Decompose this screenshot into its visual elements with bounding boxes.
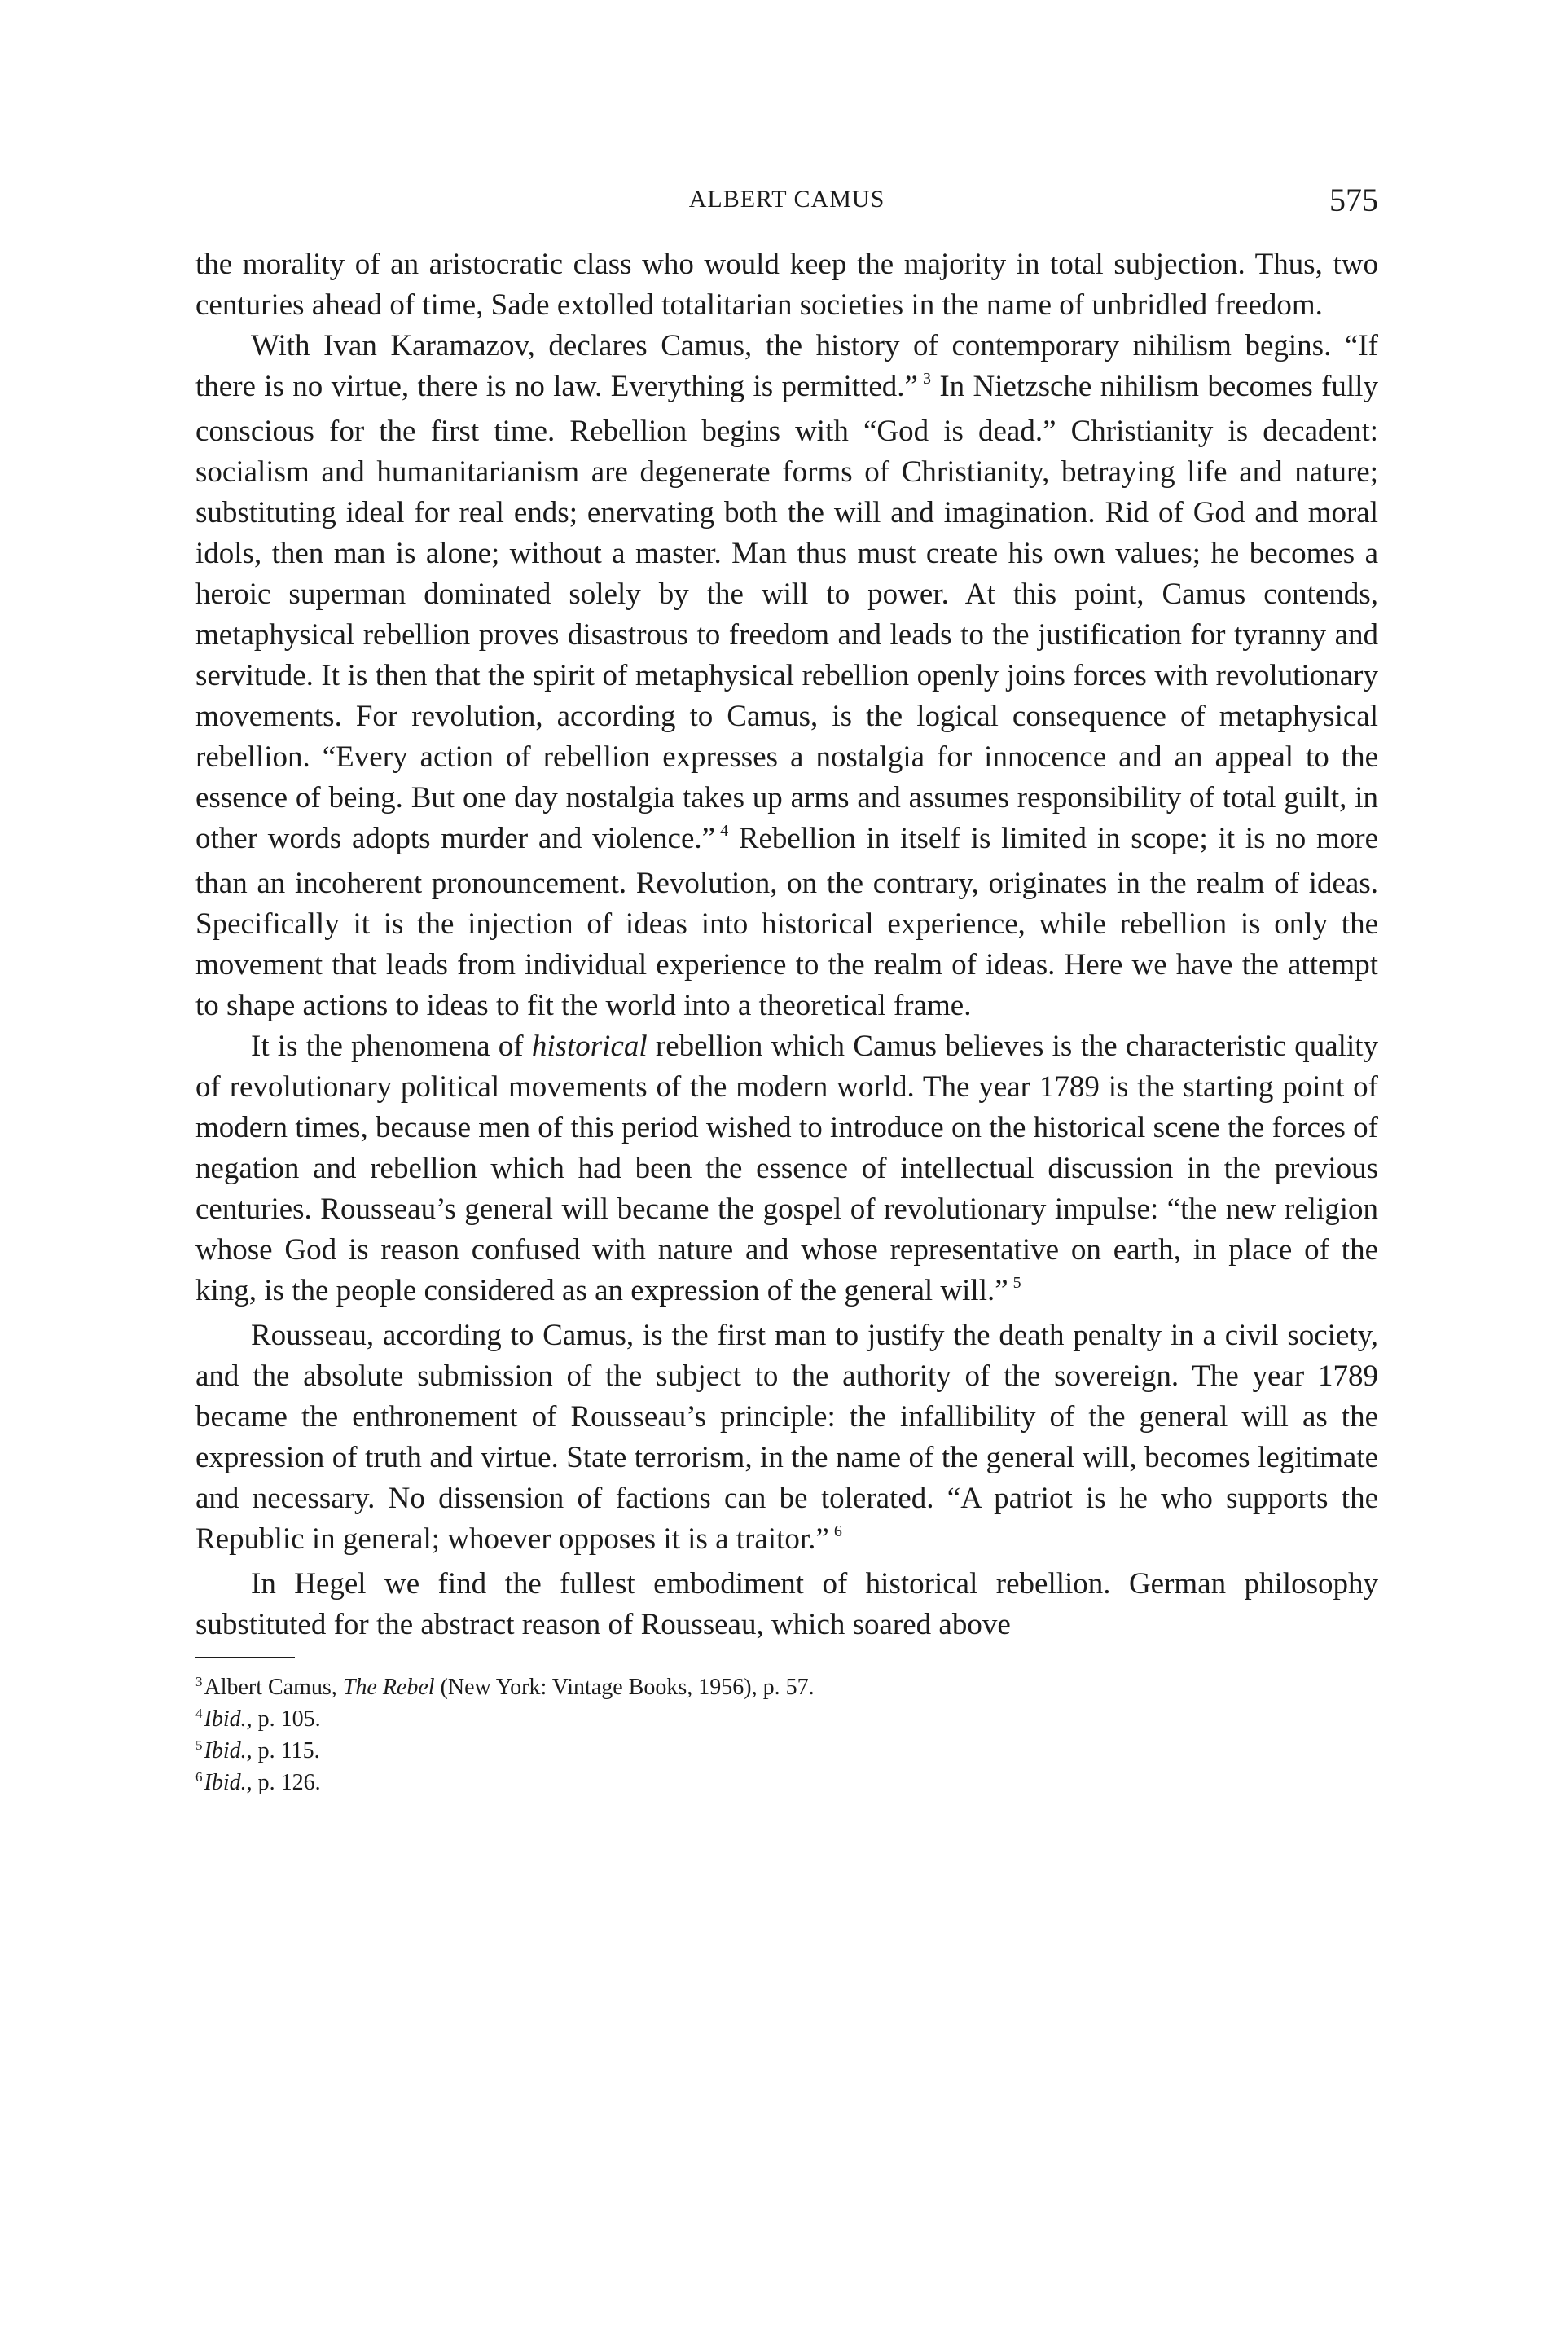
paragraph-text: In Hegel we find the fullest embodiment of historical rebellion. German philosophy substituted for the abstract reason of Rousseau, which soared above xyxy=(195,1567,1378,1641)
footnote-ibid: Ibid., xyxy=(204,1706,253,1732)
footnote-number: 6 xyxy=(195,1769,203,1785)
document-page xyxy=(195,182,1379,1800)
paragraph-rousseau xyxy=(195,1315,1378,1564)
footnote-number: 4 xyxy=(195,1706,203,1721)
paragraph-text: It is the phenomena of xyxy=(251,1030,524,1063)
footnote-text: Albert Camus, xyxy=(204,1675,337,1700)
paragraph-text: rebellion which Camus believes is the characteristic quality of revolutionary political movements of the modern world. The year 1789 is the starting point of modern times, because men of this period wished to introduce on the historical scene the forces of negation and rebellion which had been the essence of intellectual discussion in the previous centuries. Rousseau’s general will became the gospel of revolutionary impulse: “the new religion whose God is reason confused with nature and whose representative on earth, in place of the king, is the people considered as an expression of the general will.” xyxy=(195,1030,1379,1307)
footnote-divider xyxy=(195,1657,295,1658)
page-number: 575 xyxy=(1329,182,1378,218)
paragraph-text: In Nietzsche nihilism becomes fully conscious for the first time. Rebellion begins with “God is dead.” Christianity is decadent: socialism and humanitarianism are degenerate forms of Christianity, betraying life and nature; substituting ideal for real ends; enervating both the will and imagination. Rid of God and moral idols, then man is alone; without a master. Man thus must create his own values; he becomes a heroic superman dominated solely by the will to power. At this point, Camus contends, metaphysical rebellion proves disastrous to freedom and leads to the justification for tyranny and servitude. It is then that the spirit of metaphysical rebellion openly joins forces with revolutionary movements. For revolution, according to Camus, is the logical consequence of metaphysical rebellion. “Every action of rebellion expresses a nostalgia for innocence and an appeal to the essence of being. But one day nostalgia takes up arms and assumes responsibility of total guilt, in other words adopts murder and violence.” xyxy=(195,370,1378,855)
footnote-ibid: Ibid., xyxy=(204,1770,253,1795)
footnote-item xyxy=(195,1705,1378,1737)
emphasis-text: historical xyxy=(531,1030,648,1063)
paragraph-text: With Ivan Karamazov, declares Camus, the history of contemporary nihilism begins. “If there is no virtue, there is no law. Everything is permitted.” xyxy=(195,329,1378,403)
paragraph-historical-rebellion xyxy=(195,1026,1378,1315)
footnote-reference: 4 xyxy=(720,822,729,840)
footnote-title: The Rebel xyxy=(342,1675,435,1700)
footnote-text: p. 115. xyxy=(257,1738,320,1763)
footnote-item xyxy=(195,1673,1378,1705)
paragraph-text: Rousseau, according to Camus, is the first man to justify the death penalty in a civil society, and the absolute submission of the subject to the authority of the sovereign. The year 1789 became the enthronement of Rousseau’s principle: the infallibility of the general will as the expression of truth and virtue. State terrorism, in the name of the general will, becomes legitimate and necessary. No dissension of factions can be tolerated. “A patriot is he who supports the Republic in general; whoever opposes it is a traitor.” xyxy=(195,1319,1378,1556)
running-header xyxy=(195,182,1378,218)
footnote-number: 3 xyxy=(195,1674,203,1689)
footnote-reference: 3 xyxy=(922,370,931,388)
footnote-item xyxy=(195,1768,1378,1800)
paragraph-hegel xyxy=(195,1564,1378,1645)
footnote-text: p. 105. xyxy=(257,1706,321,1732)
paragraph-karamazov xyxy=(195,326,1378,1026)
running-title: ALBERT CAMUS xyxy=(688,186,885,213)
body-text xyxy=(195,244,1378,1645)
paragraph-text: the morality of an aristocratic class who would keep the majority in total subjection. Thus, two centuries ahead of time, Sade extolled totalitarian societies in the name of unbridled freedom. xyxy=(195,248,1378,322)
footnote-number: 5 xyxy=(195,1737,203,1753)
footnote-text: p. 126. xyxy=(257,1770,321,1795)
footnote-text: (New York: Vintage Books, 1956), p. 57. xyxy=(440,1675,815,1700)
footnote-reference: 6 xyxy=(833,1522,842,1540)
footnote-item xyxy=(195,1737,1378,1768)
footnote-reference: 5 xyxy=(1012,1274,1021,1292)
paragraph-text: Rebellion in itself is limited in scope; it is no more than an incoherent pronouncement. Revolution, on the contrary, originates in the realm of ideas. Specifically it is the injection of ideas into historical experience, while rebellion is only the movement that leads from individual experience to the realm of ideas. Here we have the attempt to shape actions to ideas to fit the world into a theoretical frame. xyxy=(195,822,1378,1022)
footnote-ibid: Ibid., xyxy=(204,1738,253,1763)
paragraph-continued xyxy=(195,244,1378,326)
footnotes xyxy=(195,1673,1378,1800)
